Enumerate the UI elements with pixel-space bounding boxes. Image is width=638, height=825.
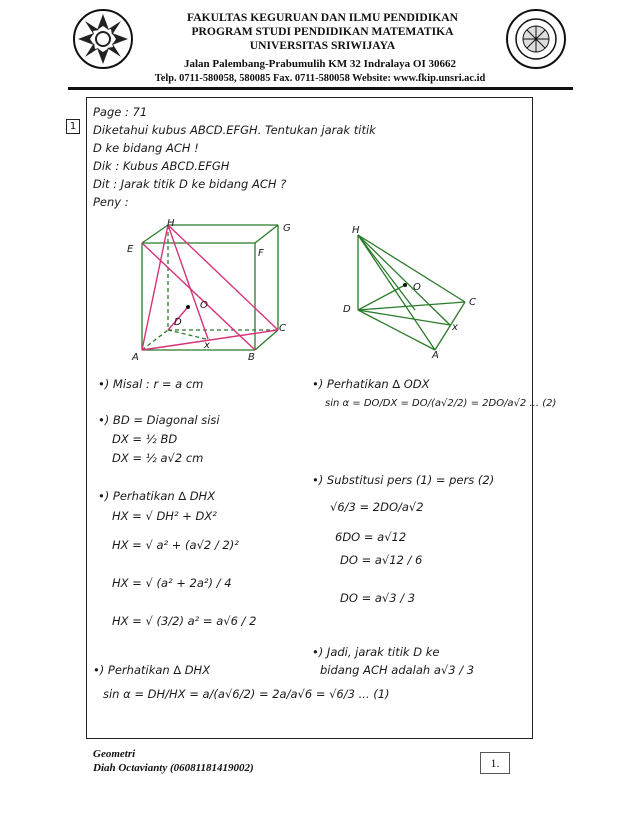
- page-ref: Page : 71: [93, 105, 148, 119]
- given: Dik : Kubus ABCD.EFGH: [93, 159, 230, 173]
- cube-label-a: A: [132, 352, 139, 363]
- hx-step-2: HX = √ a² + (a√2 / 2)²: [112, 538, 239, 552]
- footer-author: Diah Octavianty (06081181419002): [93, 762, 254, 774]
- hx-step-4: HX = √ (3/2) a² = a√6 / 2: [112, 614, 257, 628]
- hx-step-1: HX = √ DH² + DX²: [112, 509, 217, 523]
- tetra-label-c: C: [469, 297, 476, 308]
- dx-step-2: DX = ½ a√2 cm: [112, 451, 204, 465]
- cube-label-b: B: [248, 352, 255, 363]
- header-contact: Telp. 0711-580058, 580085 Fax. 0711-580058 Website: www.fkip.unsri.ac.id: [154, 73, 486, 84]
- question-line-2: D ke bidang ACH !: [93, 141, 199, 155]
- cube-label-e: E: [127, 244, 134, 255]
- solution-label: Peny :: [93, 195, 129, 209]
- substitution-heading: •) Substitusi pers (1) = pers (2): [312, 473, 495, 487]
- footer-course: Geometri: [93, 748, 136, 760]
- triangle-dhx-heading: •) Perhatikan ∆ DHX: [98, 489, 216, 503]
- assume-side: •) Misal : r = a cm: [98, 377, 204, 391]
- header-faculty: FAKULTAS KEGURUAN DAN ILMU PENDIDIKAN: [187, 11, 458, 24]
- problem-number-box: [66, 119, 80, 134]
- cube-label-f: F: [258, 248, 264, 259]
- asked: Dit : Jarak titik D ke bidang ACH ?: [93, 177, 287, 191]
- cube-label-x: x: [204, 340, 210, 351]
- tetra-label-a: A: [432, 350, 439, 361]
- page-number-box: [480, 752, 510, 774]
- tetra-label-o: O: [413, 282, 421, 293]
- conclusion-line-1: •) Jadi, jarak titik D ke: [312, 645, 440, 659]
- header-rule: [68, 87, 573, 90]
- cube-label-h: H: [167, 218, 175, 229]
- tetra-label-x: x: [452, 322, 458, 333]
- conclusion-line-2: bidang ACH adalah a√3 / 3: [320, 663, 475, 677]
- do-step-2: 6DO = a√12: [335, 530, 407, 544]
- cube-label-o: O: [200, 300, 208, 311]
- problem-number: 1: [69, 121, 77, 132]
- do-step-4: DO = a√3 / 3: [340, 591, 416, 605]
- bd-diagonal: •) BD = Diagonal sisi: [98, 413, 220, 427]
- sin-alpha-eq-1: sin α = DH/HX = a/(a√6/2) = 2a/a√6 = √6/3 ... (1): [103, 687, 390, 701]
- cube-label-c: C: [279, 323, 286, 334]
- sin-alpha-eq-2: sin α = DO/DX = DO/(a√2/2) = 2DO/a√2 ... (2): [325, 398, 557, 409]
- page-number: 1.: [490, 756, 500, 770]
- hx-step-3: HX = √ (a² + 2a²) / 4: [112, 576, 232, 590]
- do-step-1: √6/3 = 2DO/a√2: [330, 500, 424, 514]
- tetrahedron-diagram: [340, 225, 480, 360]
- header-address: Jalan Palembang-Prabumulih KM 32 Indralaya OI 30662: [184, 58, 456, 70]
- triangle-dhx-heading-2: •) Perhatikan ∆ DHX: [93, 663, 211, 677]
- tetra-label-h: H: [352, 225, 360, 236]
- header-program: PROGRAM STUDI PENDIDIKAN MATEMATIKA: [191, 25, 454, 38]
- dx-step-1: DX = ½ BD: [112, 432, 178, 446]
- cube-label-g: G: [283, 223, 291, 234]
- tetra-label-d: D: [343, 304, 351, 315]
- question-line-1: Diketahui kubus ABCD.EFGH. Tentukan jarak titik: [93, 123, 376, 137]
- header-university: UNIVERSITAS SRIWIJAYA: [249, 39, 396, 52]
- triangle-odx-heading: •) Perhatikan ∆ ODX: [312, 377, 430, 391]
- cube-label-d: D: [174, 317, 182, 328]
- cube-diagram: [120, 215, 300, 375]
- do-step-3: DO = a√12 / 6: [340, 553, 423, 567]
